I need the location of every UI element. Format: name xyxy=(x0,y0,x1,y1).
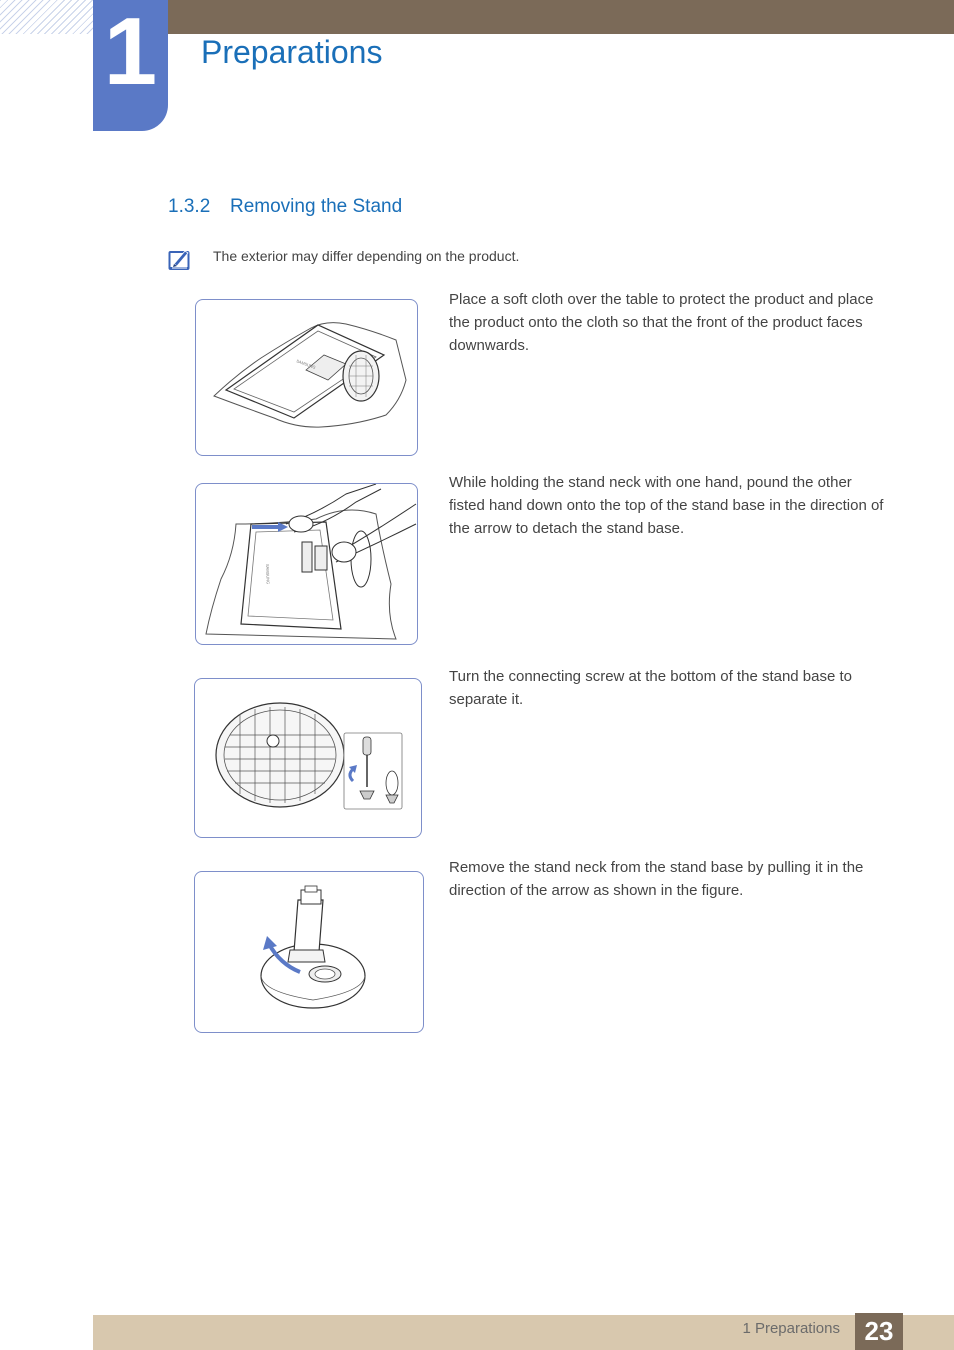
footer-chapter-label: 1 Preparations xyxy=(742,1320,840,1337)
section-heading xyxy=(168,196,402,218)
brand-text-2: SAMSUNG xyxy=(265,563,271,585)
step-3-text: Turn the connecting screw at the bottom of the stand base to separate it. xyxy=(449,668,853,708)
note-pencil-icon xyxy=(168,248,191,271)
step-2-text: While holding the stand neck with one hand, pound the other fisted hand down onto the top of the stand base in the direction of the arrow to detach the stand base. xyxy=(449,474,884,537)
note-text: The exterior may differ depending on the product. xyxy=(213,248,520,264)
figure-monitor-face-down xyxy=(195,299,418,456)
section-title: Removing the Stand xyxy=(230,196,403,217)
chapter-number: 1 xyxy=(103,0,158,105)
top-header-bar xyxy=(168,0,954,34)
step-1-text: Place a soft cloth over the table to protect the product and place the product onto the cloth so that the front of the product faces downwards. xyxy=(449,291,874,354)
page-number: 23 xyxy=(855,1313,903,1350)
brand-text: SAMSUNG xyxy=(295,358,317,370)
section-number: 1.3.2 xyxy=(168,196,211,217)
figure-pull-neck-from-base xyxy=(194,871,424,1033)
corner-hatch-pattern xyxy=(0,0,93,34)
chapter-title: Preparations xyxy=(201,34,383,70)
step-4-text: Remove the stand neck from the stand base by pulling it in the direction of the arrow as shown in the figure. xyxy=(449,859,864,899)
chapter-tab xyxy=(93,0,168,131)
figure-hand-pounding-base xyxy=(195,483,418,645)
figure-stand-base-screw xyxy=(194,678,422,838)
